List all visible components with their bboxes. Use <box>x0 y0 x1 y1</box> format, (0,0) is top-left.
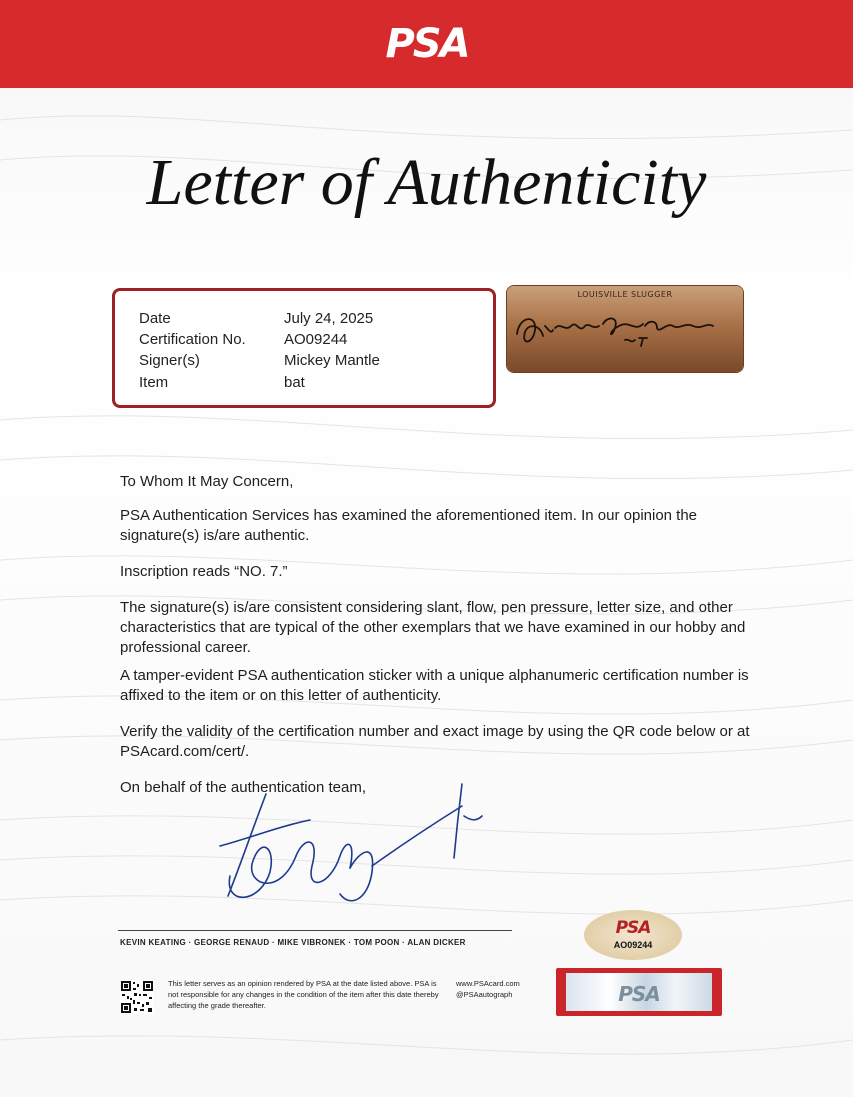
info-label: Signer(s) <box>139 352 200 369</box>
psa-logo: PSA <box>385 21 469 67</box>
info-value: bat <box>284 374 305 391</box>
hologram-strip <box>566 973 712 1011</box>
info-label: Item <box>139 374 169 391</box>
signature-line <box>118 930 512 931</box>
bat-signature-image <box>507 286 743 372</box>
header-bar <box>0 0 853 88</box>
paragraph-verify: Verify the validity of the certification number and exact image by using the QR code below or at PSAcard.com/cert/. <box>120 723 750 760</box>
website-link[interactable]: www.PSAcard.com <box>456 979 520 988</box>
authentication-sticker <box>584 910 682 960</box>
hologram-psa-logo: PSA <box>618 982 660 1006</box>
info-value: AO09244 <box>284 331 348 348</box>
salutation: To Whom It May Concern, <box>120 473 294 490</box>
info-label: Date <box>139 310 171 327</box>
page-title: Letter of Authenticity <box>146 146 707 219</box>
paragraph-inscription: Inscription reads “NO. 7.” <box>120 563 288 580</box>
info-value: July 24, 2025 <box>284 310 374 327</box>
paragraph-opinion: PSA Authentication Services has examined the aforementioned item. In our opinion the signature(s) is/are authentic. <box>120 507 698 544</box>
footer-links <box>456 978 520 1000</box>
disclaimer-text: This letter serves as an opinion rendered by PSA at the date listed above. PSA is not responsible for any changes in the condition of the item after this date thereby affecting the grade thereafter. <box>168 979 439 1010</box>
paragraph-sticker: A tamper-evident PSA authentication sticker with a unique alphanumeric certification number is affixed to the item or on this letter of authenticity. <box>120 667 749 704</box>
info-label: Certification No. <box>139 331 246 348</box>
paragraph-consistency: The signature(s) is/are consistent considering slant, flow, pen pressure, letter size, and other characteristics that are typical of the other exemplars that we have examined in our hobby and professional career. <box>120 599 746 656</box>
sticker-psa-logo: PSA <box>615 918 651 938</box>
authentication-team-names: KEVIN KEATING · GEORGE RENAUD · MIKE VIBRONEK · TOM POON · ALAN DICKER <box>120 938 466 947</box>
qr-code-icon[interactable] <box>120 980 154 1014</box>
info-value: Mickey Mantle <box>284 352 380 369</box>
bat-brand-text: LOUISVILLE SLUGGER <box>577 290 673 299</box>
certificate-info-box <box>112 288 496 408</box>
hologram-seal <box>556 968 722 1016</box>
item-photo <box>507 286 743 372</box>
social-handle[interactable]: @PSAautograph <box>456 990 513 999</box>
sticker-cert-number: AO09244 <box>613 940 653 950</box>
closing-line: On behalf of the authentication team, <box>120 779 366 796</box>
authenticator-signature <box>200 776 500 916</box>
